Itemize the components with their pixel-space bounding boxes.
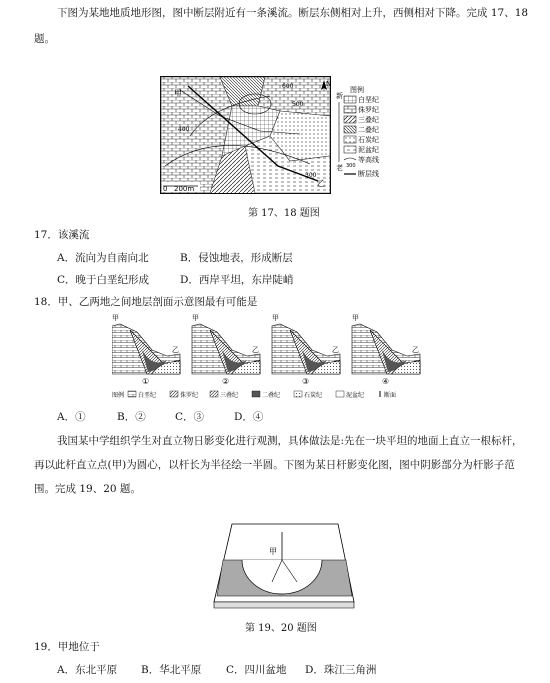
svg-text:石炭纪: 石炭纪: [304, 392, 323, 399]
question-19: 19．甲地位于: [34, 641, 100, 653]
svg-text:三叠纪: 三叠纪: [358, 116, 379, 124]
q18-option-d: D．④: [234, 411, 264, 423]
map-place-yi: 乙: [317, 179, 325, 188]
svg-text:图例: 图例: [112, 392, 125, 399]
svg-text:泥盆纪: 泥盆纪: [358, 146, 379, 154]
svg-text:二叠纪: 二叠纪: [358, 126, 379, 134]
contour-600: 600: [282, 83, 294, 90]
svg-text:甲: 甲: [112, 314, 119, 322]
q17-option-a: A．流向为自南向北: [57, 252, 149, 264]
contour-500: 500: [292, 101, 304, 108]
legend-side-old: 老: [336, 164, 343, 172]
svg-text:断面: 断面: [384, 392, 397, 399]
map-place-jia: 甲: [174, 89, 182, 98]
svg-text:白垩纪: 白垩纪: [358, 96, 379, 104]
figure-caption-1: 第 17、18 题图: [248, 208, 320, 219]
svg-text:乙: 乙: [252, 346, 259, 354]
q18-option-c: C．③: [175, 411, 205, 423]
svg-text:③: ③: [302, 377, 310, 386]
svg-text:甲: 甲: [352, 314, 359, 322]
legend-title: 图例: [350, 86, 364, 94]
q17-option-c: C．晚于白垩纪形成: [57, 274, 150, 286]
profile-option-3: [272, 314, 340, 386]
contour-300: 300: [305, 172, 317, 179]
question-18: 18．甲、乙两地之间地层剖面示意图最有可能是: [34, 296, 258, 308]
q19-option-a: A．东北平原: [57, 664, 118, 676]
svg-text:①: ①: [142, 377, 150, 386]
scale-label: 200m: [174, 185, 195, 193]
svg-text:白垩纪: 白垩纪: [138, 392, 157, 399]
q18-option-b: B．②: [117, 411, 146, 423]
q17-option-d: D．西岸平坦，东岸陡峭: [180, 274, 294, 286]
q18-option-a: A．①: [57, 411, 86, 423]
svg-text:等高线: 等高线: [358, 156, 379, 164]
intro-2-line-2: 再以此杆直立点(甲)为圆心，以杆长为半径绘一半圆。下图为某日杆影变化图，图中阴影部分为杆影子范: [34, 459, 515, 471]
svg-text:乙: 乙: [332, 346, 339, 354]
shadow-place-jia: 甲: [269, 547, 277, 556]
svg-text:石炭纪: 石炭纪: [358, 136, 379, 144]
q19-option-b: B．华北平原: [141, 664, 202, 676]
profile-options-figure: [112, 314, 442, 402]
profile-legend: [112, 391, 396, 399]
svg-text:300: 300: [346, 163, 356, 169]
profile-option-4: [352, 314, 420, 386]
svg-text:乙: 乙: [412, 346, 419, 354]
geologic-map-figure: [160, 76, 395, 194]
svg-text:泥盆纪: 泥盆纪: [346, 392, 365, 399]
profile-option-1: [112, 314, 180, 386]
q19-option-c: C．四川盆地: [226, 664, 287, 676]
svg-text:甲: 甲: [272, 314, 279, 322]
svg-text:②: ②: [222, 377, 230, 386]
svg-text:三叠纪: 三叠纪: [220, 392, 239, 399]
q19-option-d: D．珠江三角洲: [305, 664, 377, 676]
svg-text:二叠纪: 二叠纪: [262, 392, 281, 399]
legend-side-new: 新: [336, 92, 343, 100]
q17-option-b: B．侵蚀地表，形成断层: [180, 252, 293, 264]
svg-text:0: 0: [163, 185, 168, 193]
intro-line-1b: 题。: [34, 33, 55, 45]
svg-text:侏罗纪: 侏罗纪: [358, 106, 379, 114]
intro-2-line-3: 围。完成 19、20 题。: [34, 483, 141, 495]
question-17: 17．该溪流: [34, 229, 90, 241]
svg-text:④: ④: [382, 377, 390, 386]
contour-400: 400: [178, 126, 190, 133]
svg-text:乙: 乙: [172, 346, 179, 354]
profile-option-2: [192, 314, 260, 386]
map-legend: [344, 95, 379, 178]
intro-line-1: 下图为某地地质地形图，图中断层附近有一条溪流。断层东侧相对上升，西侧相对下降。完成 17、18: [57, 7, 529, 19]
intro-2-line-1: 我国某中学组织学生对直立物日影变化进行观测，具体做法是:先在一块平坦的地面上直立一根标杆，: [57, 435, 523, 447]
shadow-figure: [212, 522, 357, 612]
svg-text:甲: 甲: [192, 314, 199, 322]
svg-text:断层线: 断层线: [358, 170, 379, 178]
svg-text:侏罗纪: 侏罗纪: [180, 392, 199, 399]
figure-caption-2: 第 19、20 题图: [245, 623, 317, 634]
svg-text:N: N: [326, 80, 332, 88]
